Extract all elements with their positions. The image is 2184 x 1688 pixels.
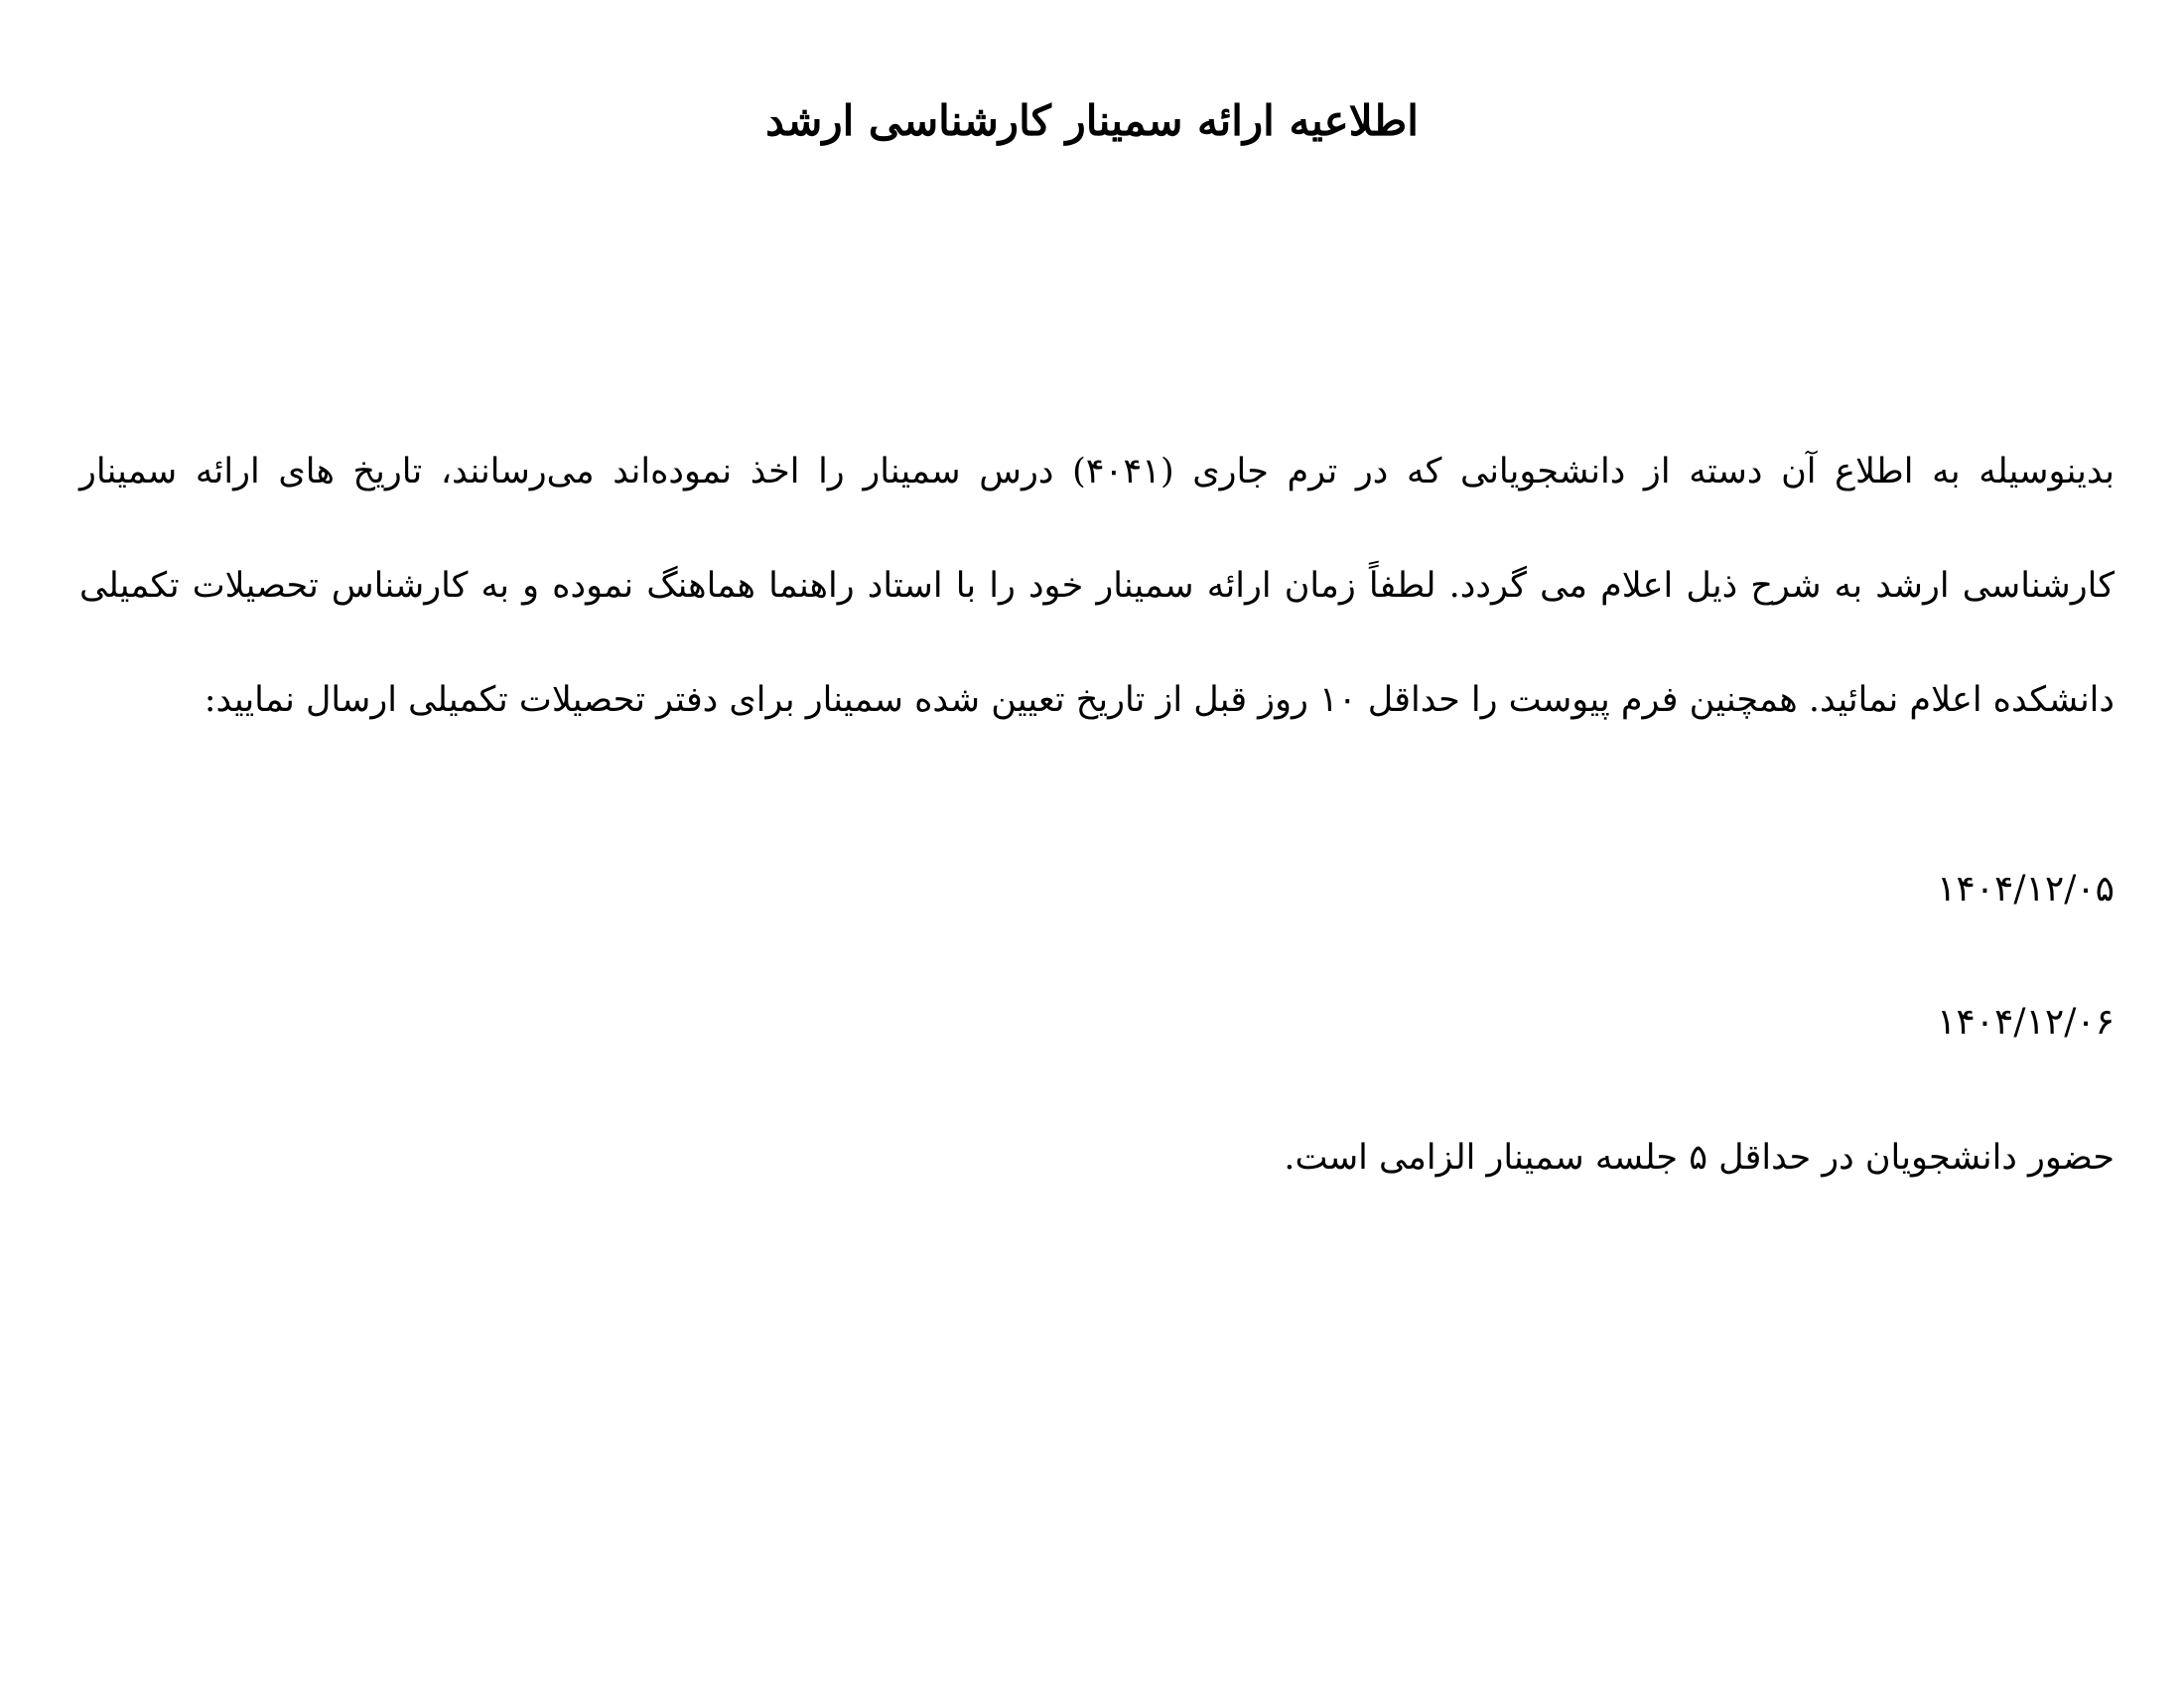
seminar-date-2: ۱۴۰۴/۱۲/۰۶ — [1937, 1002, 2115, 1043]
seminar-date-1: ۱۴۰۴/۱۲/۰۵ — [1937, 869, 2115, 910]
announcement-body: بدینوسیله به اطلاع آن دسته از دانشجویانی که در ترم جاری (۴۰۴۱) درس سمینار را اخذ نموده‌اند می‌رسانند، تاریخ های ارائه سمینار کارشناسی ارشد به شرح ذیل اعلام می گردد. لطفاً زمان ارائه سمینار خود را با استاد راهنما هماهنگ نموده و به کارشناس تحصیلات تکمیلی دانشکده اعلام نمائید. همچنین فرم پیوست را حداقل ۱۰ روز قبل از تاریخ تعیین شده سمینار برای دفتر تحصیلات تکمیلی ارسال نمایید: — [79, 452, 2116, 720]
attendance-note: حضور دانشجویان در حداقل ۵ جلسه سمینار الزامی است. — [1284, 1138, 2115, 1178]
page-title: اطلاعیه ارائه سمینار کارشناسی ارشد — [765, 96, 1419, 145]
